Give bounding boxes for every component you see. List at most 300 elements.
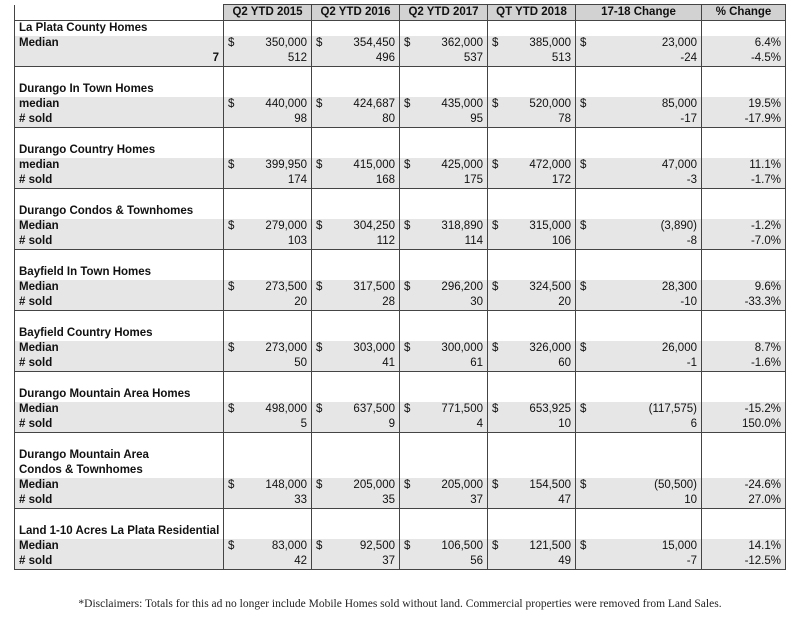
spacer-cell <box>400 128 488 144</box>
value-cell <box>488 280 576 295</box>
empty-cell <box>576 387 702 402</box>
value-cell: 537 <box>400 51 488 67</box>
currency-symbol: $ <box>404 98 411 110</box>
value-cell: 49 <box>488 554 576 570</box>
sold-count-row <box>15 295 786 311</box>
value-cell: 172 <box>488 173 576 189</box>
empty-cell <box>400 82 488 97</box>
empty-cell <box>488 326 576 341</box>
value-wrap <box>228 97 307 112</box>
section-title: Durango Mountain Area Homes <box>15 387 224 402</box>
empty-cell <box>400 21 488 37</box>
value: 318,890 <box>441 220 483 232</box>
spacer-cell <box>312 509 400 525</box>
spacer-cell <box>702 509 786 525</box>
spacer-cell <box>400 67 488 83</box>
currency-symbol: $ <box>316 98 323 110</box>
value: 121,500 <box>529 540 571 552</box>
currency-symbol: $ <box>404 220 411 232</box>
spacer-cell <box>488 311 576 327</box>
currency-symbol: $ <box>316 37 323 49</box>
row-label: # sold <box>15 295 224 311</box>
value-wrap <box>580 539 697 554</box>
value-wrap <box>580 478 697 493</box>
empty-cell <box>488 204 576 219</box>
section-title-row <box>15 265 786 280</box>
empty-cell <box>224 204 312 219</box>
empty-cell <box>576 204 702 219</box>
row-label: median <box>15 97 224 112</box>
empty-cell <box>702 21 786 37</box>
spacer-row <box>15 311 786 327</box>
row-label: # sold <box>15 234 224 250</box>
column-header: 17-18 Change <box>576 5 702 21</box>
value-cell: 512 <box>224 51 312 67</box>
empty-cell <box>224 463 312 478</box>
median-row <box>15 97 786 112</box>
empty-cell <box>312 326 400 341</box>
value-cell <box>312 341 400 356</box>
empty-cell <box>312 82 400 97</box>
sold-count-row <box>15 417 786 433</box>
section-title-row <box>15 387 786 402</box>
row-label: 7 <box>15 51 224 67</box>
value-wrap <box>492 158 571 173</box>
empty-cell <box>488 82 576 97</box>
value: 92,500 <box>359 540 395 552</box>
section-title: Bayfield Country Homes <box>15 326 224 341</box>
value-cell <box>224 158 312 173</box>
spacer-row <box>15 509 786 525</box>
value-cell <box>488 402 576 417</box>
spacer-cell <box>702 311 786 327</box>
spacer-cell <box>224 509 312 525</box>
spacer-cell <box>15 128 224 144</box>
spacer-cell <box>702 128 786 144</box>
value-cell <box>224 478 312 493</box>
percent-change: 14.1% <box>702 539 786 554</box>
value-wrap <box>580 36 697 51</box>
empty-cell <box>576 143 702 158</box>
value: 23,000 <box>661 37 697 49</box>
value-wrap <box>580 341 697 356</box>
value-cell: 41 <box>312 356 400 372</box>
empty-cell <box>702 265 786 280</box>
row-label: Median <box>15 539 224 554</box>
section-title: Condos & Townhomes <box>15 463 224 478</box>
value: 425,000 <box>441 159 483 171</box>
sold-count-row <box>15 173 786 189</box>
value-wrap <box>492 478 571 493</box>
value-cell <box>312 280 400 295</box>
value: 148,000 <box>265 479 307 491</box>
value-cell: 20 <box>488 295 576 311</box>
currency-symbol: $ <box>492 220 499 232</box>
value-cell <box>400 478 488 493</box>
value-cell: 61 <box>400 356 488 372</box>
currency-symbol: $ <box>404 403 411 415</box>
empty-cell <box>312 21 400 37</box>
percent-change: 6.4% <box>702 36 786 51</box>
value-cell: 56 <box>400 554 488 570</box>
value-cell <box>576 36 702 51</box>
percent-change: 11.1% <box>702 158 786 173</box>
spacer-cell <box>224 433 312 449</box>
value: 304,250 <box>353 220 395 232</box>
value-cell: 95 <box>400 112 488 128</box>
section-title: Land 1-10 Acres La Plata Residential <box>15 524 224 539</box>
spacer-row <box>15 250 786 266</box>
spacer-cell <box>702 372 786 388</box>
row-label: # sold <box>15 417 224 433</box>
empty-cell <box>702 326 786 341</box>
market-stats-table <box>14 4 786 570</box>
value: 637,500 <box>353 403 395 415</box>
value-cell: 50 <box>224 356 312 372</box>
spacer-cell <box>702 67 786 83</box>
currency-symbol: $ <box>316 479 323 491</box>
value: 154,500 <box>529 479 571 491</box>
empty-cell <box>576 326 702 341</box>
row-label: median <box>15 158 224 173</box>
value-cell <box>312 219 400 234</box>
value: 15,000 <box>661 540 697 552</box>
value-cell <box>488 158 576 173</box>
empty-cell <box>312 387 400 402</box>
value-cell: 37 <box>312 554 400 570</box>
value-wrap <box>316 36 395 51</box>
value: 83,000 <box>271 540 307 552</box>
empty-cell <box>224 265 312 280</box>
row-label: Median <box>15 219 224 234</box>
currency-symbol: $ <box>492 403 499 415</box>
median-row <box>15 341 786 356</box>
empty-cell <box>576 463 702 478</box>
value: 435,000 <box>441 98 483 110</box>
median-row <box>15 402 786 417</box>
spacer-cell <box>488 433 576 449</box>
value: 424,687 <box>353 98 395 110</box>
section-title-row <box>15 204 786 219</box>
spacer-cell <box>576 372 702 388</box>
value: 520,000 <box>529 98 571 110</box>
value-wrap <box>404 36 483 51</box>
value-wrap <box>228 280 307 295</box>
value-cell <box>488 36 576 51</box>
value-cell <box>224 539 312 554</box>
value-cell <box>576 402 702 417</box>
value: 296,200 <box>441 281 483 293</box>
value-wrap <box>316 158 395 173</box>
value-wrap <box>316 402 395 417</box>
empty-cell <box>400 204 488 219</box>
percent-change: -12.5% <box>702 554 786 570</box>
value-wrap <box>316 539 395 554</box>
column-header: Q2 YTD 2015 <box>224 5 312 21</box>
column-header: Q2 YTD 2017 <box>400 5 488 21</box>
empty-cell <box>488 265 576 280</box>
spacer-cell <box>488 189 576 205</box>
sold-count-row <box>15 51 786 67</box>
value-cell: 60 <box>488 356 576 372</box>
row-label: # sold <box>15 356 224 372</box>
section-title: Durango Condos & Townhomes <box>15 204 224 219</box>
currency-symbol: $ <box>228 342 235 354</box>
header-blank <box>15 5 224 21</box>
value: 47,000 <box>661 159 697 171</box>
value-cell: 103 <box>224 234 312 250</box>
value-cell: 114 <box>400 234 488 250</box>
value-wrap <box>492 341 571 356</box>
currency-symbol: $ <box>580 540 587 552</box>
section-title: Bayfield In Town Homes <box>15 265 224 280</box>
value-wrap <box>404 478 483 493</box>
spacer-cell <box>312 250 400 266</box>
value-wrap <box>228 539 307 554</box>
sold-count-row <box>15 554 786 570</box>
row-label: Median <box>15 36 224 51</box>
percent-change: -24.6% <box>702 478 786 493</box>
currency-symbol: $ <box>228 540 235 552</box>
value-cell <box>576 341 702 356</box>
row-label: Median <box>15 341 224 356</box>
spacer-cell <box>702 189 786 205</box>
spacer-cell <box>576 509 702 525</box>
spacer-row <box>15 128 786 144</box>
spacer-cell <box>224 250 312 266</box>
value-cell: 10 <box>488 417 576 433</box>
empty-cell <box>400 143 488 158</box>
empty-cell <box>400 326 488 341</box>
value-wrap <box>580 158 697 173</box>
value-cell: -3 <box>576 173 702 189</box>
value-cell: 35 <box>312 493 400 509</box>
spacer-cell <box>312 311 400 327</box>
value: 106,500 <box>441 540 483 552</box>
spacer-cell <box>312 372 400 388</box>
value: 415,000 <box>353 159 395 171</box>
value-cell <box>400 341 488 356</box>
value: 653,925 <box>529 403 571 415</box>
value: 771,500 <box>441 403 483 415</box>
empty-cell <box>312 143 400 158</box>
value-cell <box>576 219 702 234</box>
empty-cell <box>224 82 312 97</box>
column-header: % Change <box>702 5 786 21</box>
currency-symbol: $ <box>316 220 323 232</box>
median-row <box>15 478 786 493</box>
value-wrap <box>228 341 307 356</box>
spacer-cell <box>400 509 488 525</box>
value-cell: -1 <box>576 356 702 372</box>
empty-cell <box>312 265 400 280</box>
row-label: # sold <box>15 554 224 570</box>
currency-symbol: $ <box>316 159 323 171</box>
section-title-row <box>15 463 786 478</box>
value: 317,500 <box>353 281 395 293</box>
value: 273,000 <box>265 342 307 354</box>
disclaimer-note: *Disclaimers: Totals for this ad no longer include Mobile Homes sold without land. Commercial properties were removed from Land Sales. <box>78 598 722 610</box>
spacer-cell <box>576 433 702 449</box>
spacer-cell <box>224 67 312 83</box>
value-cell <box>312 402 400 417</box>
percent-change: -1.7% <box>702 173 786 189</box>
value-wrap <box>228 36 307 51</box>
empty-cell <box>702 524 786 539</box>
empty-cell <box>488 448 576 463</box>
value-cell: 513 <box>488 51 576 67</box>
empty-cell <box>702 463 786 478</box>
empty-cell <box>224 524 312 539</box>
sold-count-row <box>15 112 786 128</box>
value: 300,000 <box>441 342 483 354</box>
percent-change: 8.7% <box>702 341 786 356</box>
value-cell: -8 <box>576 234 702 250</box>
value: 472,000 <box>529 159 571 171</box>
value-wrap <box>580 97 697 112</box>
row-label: Median <box>15 280 224 295</box>
currency-symbol: $ <box>580 220 587 232</box>
value-wrap <box>580 402 697 417</box>
spacer-cell <box>702 250 786 266</box>
empty-cell <box>488 387 576 402</box>
section-title: Durango Mountain Area <box>15 448 224 463</box>
value-wrap <box>580 280 697 295</box>
value-cell: 10 <box>576 493 702 509</box>
section-title-row <box>15 326 786 341</box>
spacer-cell <box>400 311 488 327</box>
empty-cell <box>576 524 702 539</box>
value: 498,000 <box>265 403 307 415</box>
value-cell <box>400 280 488 295</box>
value: 354,450 <box>353 37 395 49</box>
value-cell <box>576 539 702 554</box>
spacer-cell <box>488 67 576 83</box>
percent-change: 27.0% <box>702 493 786 509</box>
value-cell: 28 <box>312 295 400 311</box>
value-cell: 47 <box>488 493 576 509</box>
value-cell: -7 <box>576 554 702 570</box>
value-cell <box>400 219 488 234</box>
currency-symbol: $ <box>228 281 235 293</box>
section-title-row <box>15 448 786 463</box>
value-cell <box>312 539 400 554</box>
value: 279,000 <box>265 220 307 232</box>
row-label: Median <box>15 402 224 417</box>
value-cell <box>224 280 312 295</box>
value-wrap <box>316 478 395 493</box>
currency-symbol: $ <box>580 159 587 171</box>
value: 303,000 <box>353 342 395 354</box>
currency-symbol: $ <box>580 479 587 491</box>
section-title-row <box>15 21 786 37</box>
spacer-cell <box>15 433 224 449</box>
value: 350,000 <box>265 37 307 49</box>
value: 399,950 <box>265 159 307 171</box>
sold-count-row <box>15 356 786 372</box>
spacer-cell <box>400 250 488 266</box>
value: (117,575) <box>648 403 697 415</box>
empty-cell <box>400 265 488 280</box>
empty-cell <box>702 448 786 463</box>
percent-change: -33.3% <box>702 295 786 311</box>
spacer-row <box>15 433 786 449</box>
currency-symbol: $ <box>228 98 235 110</box>
empty-cell <box>702 143 786 158</box>
value-cell <box>312 97 400 112</box>
value-cell: 98 <box>224 112 312 128</box>
empty-cell <box>488 21 576 37</box>
currency-symbol: $ <box>492 159 499 171</box>
section-title: La Plata County Homes <box>15 21 224 37</box>
section-title: Durango Country Homes <box>15 143 224 158</box>
spacer-cell <box>15 372 224 388</box>
median-row <box>15 158 786 173</box>
value-cell: 78 <box>488 112 576 128</box>
empty-cell <box>224 21 312 37</box>
value-cell <box>400 36 488 51</box>
value-cell: 33 <box>224 493 312 509</box>
spacer-cell <box>488 509 576 525</box>
value: 324,500 <box>529 281 571 293</box>
sold-count-row <box>15 493 786 509</box>
row-label: # sold <box>15 112 224 128</box>
empty-cell <box>224 326 312 341</box>
column-header: QT YTD 2018 <box>488 5 576 21</box>
percent-change: 150.0% <box>702 417 786 433</box>
value-cell <box>488 341 576 356</box>
currency-symbol: $ <box>492 342 499 354</box>
value-cell: 112 <box>312 234 400 250</box>
empty-cell <box>576 448 702 463</box>
value-cell: 175 <box>400 173 488 189</box>
value-cell: 168 <box>312 173 400 189</box>
row-label: # sold <box>15 173 224 189</box>
median-row <box>15 36 786 51</box>
percent-change: -4.5% <box>702 51 786 67</box>
value-cell: 6 <box>576 417 702 433</box>
median-row <box>15 280 786 295</box>
currency-symbol: $ <box>228 479 235 491</box>
value-wrap <box>316 280 395 295</box>
currency-symbol: $ <box>580 98 587 110</box>
value-cell: 496 <box>312 51 400 67</box>
value: 28,300 <box>661 281 697 293</box>
currency-symbol: $ <box>228 37 235 49</box>
value-wrap <box>404 280 483 295</box>
empty-cell <box>400 387 488 402</box>
value-cell: 174 <box>224 173 312 189</box>
spacer-cell <box>312 67 400 83</box>
value-cell: 106 <box>488 234 576 250</box>
value-wrap <box>316 341 395 356</box>
value-cell <box>400 402 488 417</box>
empty-cell <box>488 524 576 539</box>
empty-cell <box>576 21 702 37</box>
spacer-cell <box>576 311 702 327</box>
currency-symbol: $ <box>404 37 411 49</box>
percent-change: -1.2% <box>702 219 786 234</box>
value-wrap <box>580 219 697 234</box>
empty-cell <box>400 448 488 463</box>
spacer-cell <box>15 189 224 205</box>
spacer-cell <box>312 128 400 144</box>
empty-cell <box>400 463 488 478</box>
value: 85,000 <box>661 98 697 110</box>
currency-symbol: $ <box>580 37 587 49</box>
value: 315,000 <box>529 220 571 232</box>
value-cell: -10 <box>576 295 702 311</box>
